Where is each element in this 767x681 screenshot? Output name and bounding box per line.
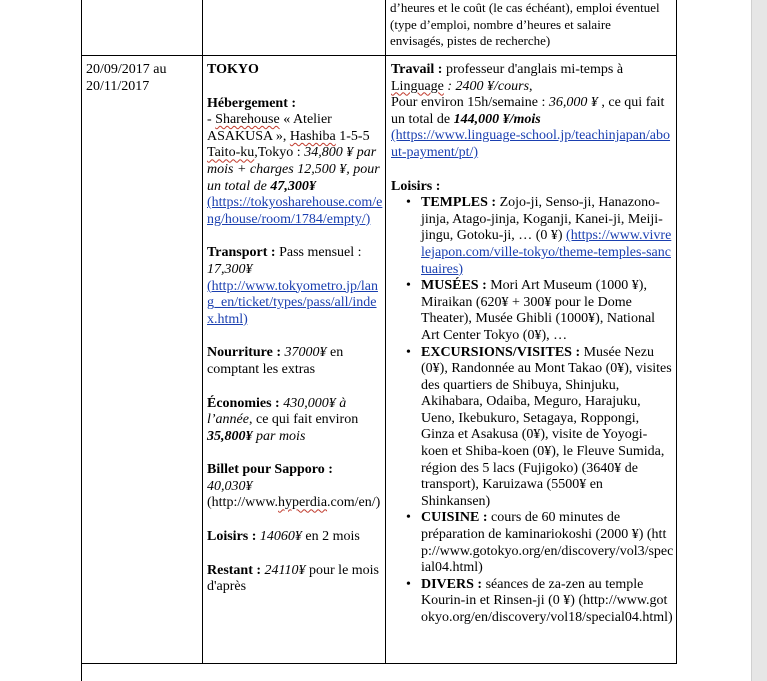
loisirs-list (391, 195, 674, 626)
list-item-temples: • TEMPLES : Zojo-ji, Senso-ji, Hanazono-jinja, Atago-jinja, Koganji, Kanei-ji, Meiji-jingu, Gotoku-ji, … (0 ¥) (https://www.vivrelejapon.com/ville-tokyo/theme-temples-sanctuaires) (391, 195, 674, 278)
billet-label: Billet pour Sapporo : (207, 462, 333, 478)
list-item-divers: • DIVERS : séances de za-zen au temple Kourin-in et Rinsen-ji (0 ¥) (http://www.gotokyo.org/en/discovery/vol18/special04.html) (391, 577, 674, 627)
scrollbar-rail[interactable] (751, 0, 767, 681)
table-divider-2 (385, 0, 386, 664)
billet-price: 40,030¥ (207, 478, 253, 494)
hebergement-label: Hébergement : (207, 95, 297, 111)
table-border-right (676, 0, 677, 664)
travail-hours: Pour environ 15h/semaine : 36,000 ¥ , ce qui fait un total de 144,000 ¥/mois (391, 95, 665, 127)
nourriture-text: Nourriture : 37000¥ en comptant les extras (207, 345, 344, 377)
hebergement-link[interactable]: (https://tokyosharehouse.com/eng/house/room/1784/empty/) (207, 195, 383, 227)
loisirs-budget-text: Loisirs : 14060¥ en 2 mois (207, 529, 360, 545)
transport-text: Transport : Pass mensuel : 17,300¥ (207, 245, 362, 277)
list-item-excursions: • EXCURSIONS/VISITES : Musée Nezu (0¥), Randonnée au Mont Takao (0¥), visites des quartiers de Shibuya, Shinjuku, Akihabara, Odaiba, Meguro, Harajuku, Ueno, Ikebukuro, Setagaya, Roppongi, Ginza et Asakusa (0¥), visite de Yoyogi-koen et Shiba-koen (0¥), le Fleuve Sumida, région des 5 lacs (Fujigoko) (3640¥ de transport), Karuizawa (5500¥ en Shinkansen) (391, 345, 674, 511)
previous-row-line: (type d’emploi, nombre d’heures et salaire (390, 16, 611, 32)
dates-cell (86, 62, 198, 95)
divers-link[interactable]: (http://www.gotokyo.org/en/discovery/vol18/special04.html) (421, 593, 673, 625)
activities-cell (391, 62, 674, 627)
list-item-musees: • MUSÉES : Mori Art Museum (1000 ¥), Miraikan (620¥ + 300¥ pour le Dome Theater), Musée Ghibli (1000¥), National Art Center Tokyo (0¥), … (391, 278, 674, 344)
table-divider-1 (202, 0, 203, 664)
row-separator (81, 55, 677, 56)
hebergement-text: - Sharehouse « Atelier ASAKUSA », Hashiba 1-5-5 Taito-ku,Tokyo : 34,800 ¥ par mois + charges 12,500 ¥, pour un total de 47,300¥ (207, 112, 380, 194)
table-border-left (81, 0, 82, 681)
previous-row-cell (390, 0, 674, 50)
date-range: 20/09/2017 au 20/11/2017 (86, 62, 167, 94)
economies-text: Économies : 430,000¥ à l’année, ce qui fait environ 35,800¥ par mois (207, 395, 359, 444)
previous-row-line: d’heures et le coût (le cas échéant), emploi éventuel (390, 0, 660, 15)
travail-text: Travail : professeur d'anglais mi-temps à Linguage : 2400 ¥/cours, (391, 62, 624, 94)
budget-cell (207, 62, 383, 596)
list-item-cuisine: • CUISINE : cours de 60 minutes de préparation de kaminariokoshi (2000 ¥) (http://www.gotokyo.org/en/discovery/vol3/special04.html) (391, 510, 674, 576)
temples-link[interactable]: (https://www.vivrelejapon.com/ville-tokyo/theme-temples-sanctuaires) (421, 228, 672, 277)
table-bottom-border (81, 663, 677, 664)
cuisine-link[interactable]: (http://www.gotokyo.org/en/discovery/vol3/special04.html) (421, 527, 674, 576)
transport-link[interactable]: (http://www.tokyometro.jp/lang_en/ticket/types/pass/all/index.html) (207, 278, 378, 327)
billet-link[interactable]: (http://www.hyperdia.com/en/) (207, 495, 381, 511)
loisirs-list-label: Loisirs : (391, 178, 441, 194)
travail-link[interactable]: (https://www.linguage-school.jp/teachinjapan/about-payment/pt/) (391, 128, 671, 160)
restant-text: Restant : 24110¥ pour le mois d'après (207, 562, 380, 595)
city-name: TOKYO (207, 62, 259, 77)
previous-row-line: envisagés, pistes de recherche) (390, 33, 551, 48)
